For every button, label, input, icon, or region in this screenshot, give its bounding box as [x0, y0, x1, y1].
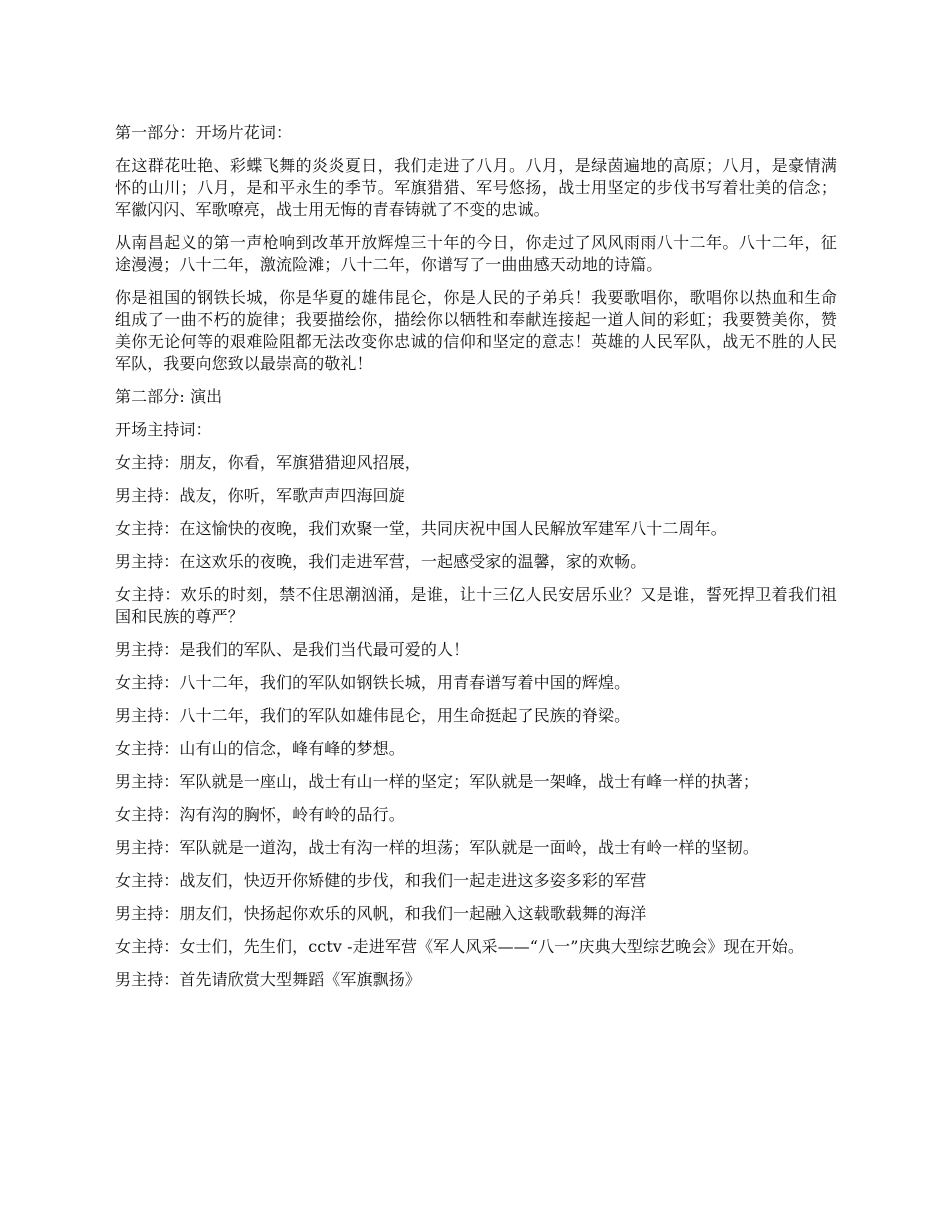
- host-line: 女主持：朋友，你看，军旗猎猎迎风招展，: [115, 453, 421, 472]
- host-line: 女主持：山有山的信念，峰有峰的梦想。: [115, 739, 405, 758]
- host-line: 女主持：八十二年，我们的军队如钢铁长城，用青春谱写着中国的辉煌。: [115, 673, 631, 692]
- section-heading-part-one: 第一部分：开场片花词：: [115, 123, 293, 142]
- subheading-opening-host-lines: 开场主持词：: [115, 420, 212, 439]
- host-line: 男主持：朋友们，快扬起你欢乐的风帆，和我们一起融入这载歌载舞的海洋: [115, 904, 647, 923]
- document-page: [115, 122, 837, 1002]
- host-line: 男主持：军队就是一道沟，战士有沟一样的坦荡；军队就是一面岭，战士有岭一样的坚韧。: [115, 838, 760, 857]
- body-paragraph: 在这群花吐艳、彩蝶飞舞的炎炎夏日，我们走进了八月。八月，是绿茵遍地的高原；八月，是豪情满怀的山川；八月，是和平永生的季节。军旗猎猎、军号悠扬，战士用坚定的步伐书写着壮美的信念；军徽闪闪、军歌嘹亮，战士用无悔的青春铸就了不变的忠诚。: [115, 156, 837, 219]
- body-paragraph: 从南昌起义的第一声枪响到改革开放辉煌三十年的今日，你走过了风风雨雨八十二年。八十二年，征途漫漫；八十二年，激流险滩；八十二年，你谱写了一曲曲感天动地的诗篇。: [115, 233, 837, 274]
- host-line: 男主持：战友，你听，军歌声声四海回旋: [115, 486, 405, 505]
- host-line: 男主持：军队就是一座山，战士有山一样的坚定；军队就是一架峰，战士有峰一样的执著；: [115, 772, 760, 791]
- host-line: 男主持：在这欢乐的夜晚，我们走进军营，一起感受家的温馨，家的欢畅。: [115, 552, 647, 571]
- host-line: 女主持：战友们，快迈开你矫健的步伐，和我们一起走进这多姿多彩的军营: [115, 871, 647, 890]
- host-line: 女主持：在这愉快的夜晚，我们欢聚一堂，共同庆祝中国人民解放军建军八十二周年。: [115, 519, 727, 538]
- host-line: 女主持：欢乐的时刻，禁不住思潮汹涌，是谁，让十三亿人民安居乐业？又是谁，誓死捍卫着我们祖国和民族的尊严？: [115, 585, 837, 626]
- section-heading-part-two: 第二部分: 演出: [115, 387, 223, 406]
- host-line: 男主持：是我们的军队、是我们当代最可爱的人！: [115, 640, 470, 659]
- host-line: 女主持：沟有沟的胸怀，岭有岭的品行。: [115, 805, 405, 824]
- host-line: 男主持：首先请欣赏大型舞蹈《军旗飘扬》: [115, 970, 421, 989]
- body-paragraph: 你是祖国的钢铁长城，你是华夏的雄伟昆仑，你是人民的子弟兵！我要歌唱你，歌唱你以热血和生命组成了一曲不朽的旋律；我要描绘你，描绘你以牺牲和奉献连接起一道人间的彩虹；我要赞美你，赞美你无论何等的艰难险阻都无法改变你忠诚的信仰和坚定的意志！英雄的人民军队，战无不胜的人民军队，我要向您致以最崇高的敬礼！: [115, 288, 837, 373]
- host-line: 男主持：八十二年，我们的军队如雄伟昆仑，用生命挺起了民族的脊梁。: [115, 706, 631, 725]
- host-line: 女主持：女士们，先生们，cctv -走进军营《军人风采——“八一”庆典大型综艺晚会》现在开始。: [115, 937, 804, 956]
